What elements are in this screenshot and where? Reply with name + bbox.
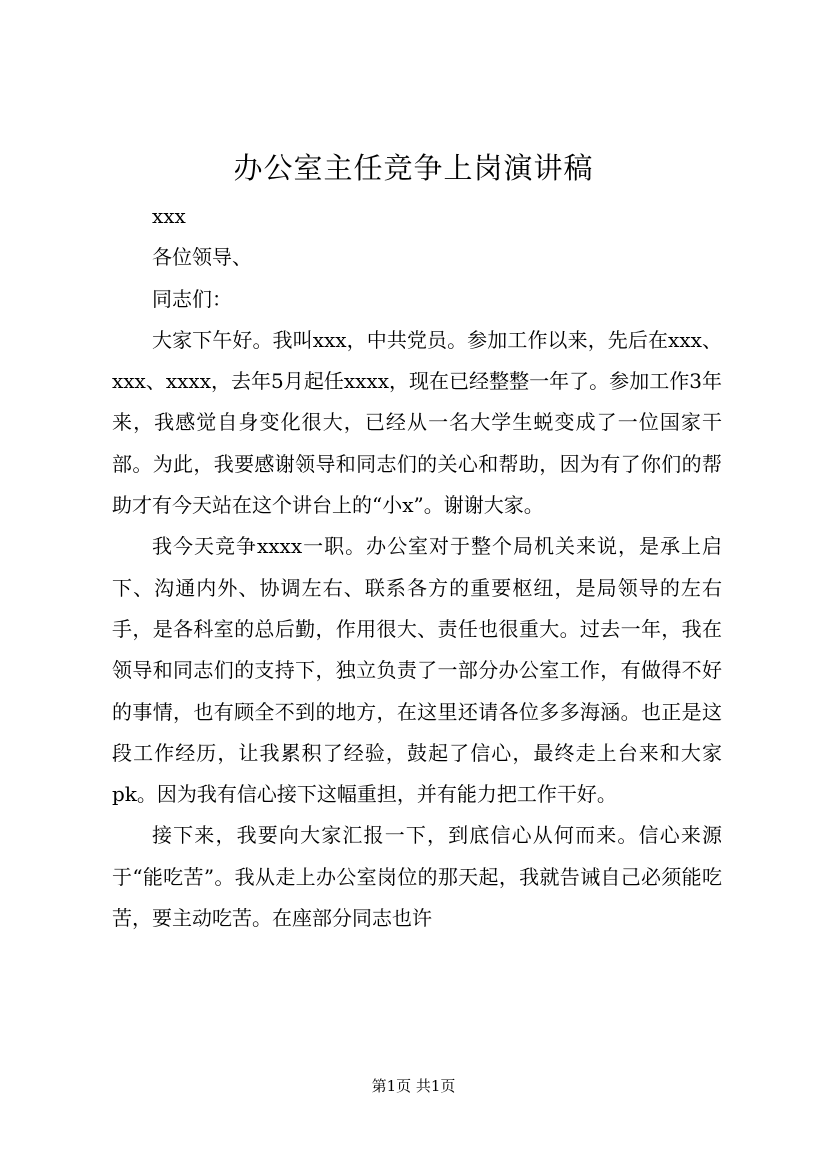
paragraph-confidence: 接下来，我要向大家汇报一下，到底信心从何而来。信心来源于“能吃苦”。我从走上办公室岗位的那天起，我就告诫自己必须能吃苦，要主动吃苦。在座部分同志也许 [112,823,722,931]
document-body [112,196,722,939]
page-footer: 第1页 共1页 [371,1077,456,1095]
paragraph-position: 我今天竞争xxxx一职。办公室对于整个局机关来说，是承上启下、沟通内外、协调左右、联系各方的重要枢纽，是局领导的左右手，是各科室的总后勤，作用很大、责任也很重大。过去一年，我在领导和同志们的支持下，独立负责了一部分办公室工作，有做得不好的事情，也有顾全不到的地方，在这里还请各位多多海涵。也正是这段工作经历，让我累积了经验，鼓起了信心，最终走上台来和大家pk。因为我有信心接下这幅重担，并有能力把工作干好。 [112,534,722,807]
paragraph-introduction: 大家下午好。我叫xxx，中共党员。参加工作以来，先后在xxx、xxx、xxxx，去年5月起任xxxx，现在已经整整一年了。参加工作3年来，我感觉自身变化很大，已经从一名大学生蜕变成了一位国家干部。为此，我要感谢领导和同志们的关心和帮助，因为有了你们的帮助才有今天站在这个讲台上的“小x”。谢谢大家。 [112,327,722,518]
paragraph-salutation-comrades: 同志们： [152,286,232,311]
paragraph-salutation-leaders: 各位领导、 [152,245,252,270]
paragraph-author: xxx [152,204,186,228]
document-title: 办公室主任竞争上岗演讲稿 [233,151,594,185]
